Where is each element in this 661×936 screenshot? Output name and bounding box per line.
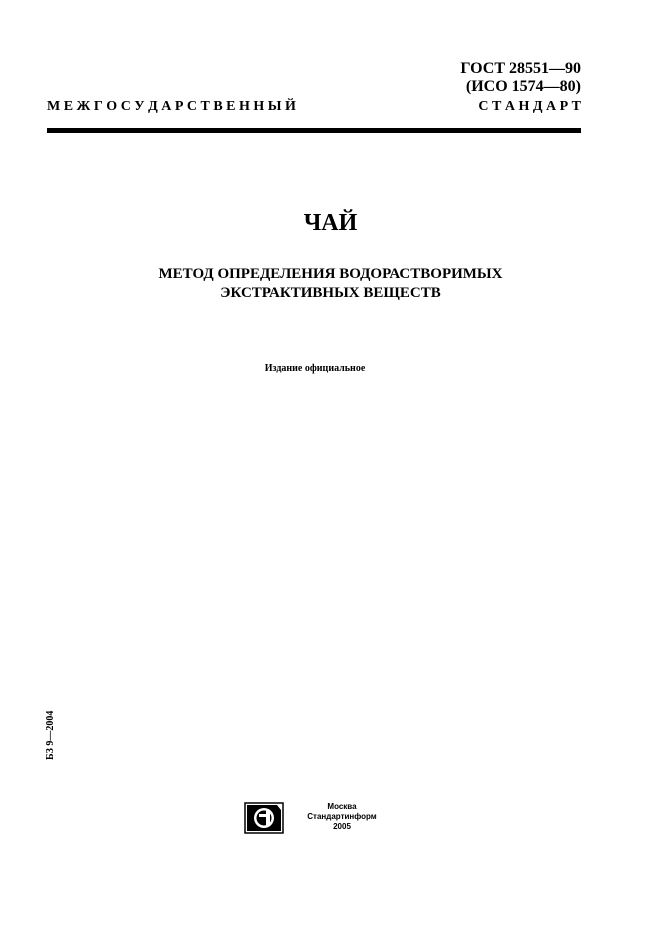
banner-word-standard: С Т А Н Д А Р Т	[478, 99, 581, 114]
publisher-text	[290, 802, 394, 832]
publisher-block	[244, 802, 404, 842]
iso-reference: (ИСО 1574—80)	[465, 78, 581, 95]
standard-identifiers	[341, 60, 581, 96]
standard-number: ГОСТ 28551—90	[460, 60, 581, 77]
edition-note: Издание официальное	[264, 363, 366, 374]
publisher-year: 2005	[333, 822, 351, 831]
subtitle-line-2: ЭКСТРАКТИВНЫХ ВЕЩЕСТВ	[220, 285, 441, 301]
publisher-city: Москва	[327, 802, 357, 811]
banner-word-interstate: М Е Ж Г О С У Д А Р С Т В Е Н Н Ы Й	[47, 99, 296, 114]
standartinform-logo-icon	[244, 802, 284, 834]
subtitle-line-1: МЕТОД ОПРЕДЕЛЕНИЯ ВОДОРАСТВОРИМЫХ	[158, 266, 503, 282]
document-subtitle	[0, 265, 661, 303]
publisher-name: Стандартинформ	[307, 812, 377, 821]
interstate-standard-banner	[47, 99, 581, 115]
header-divider	[47, 128, 581, 133]
side-code: БЗ 9—2004	[45, 710, 56, 760]
document-title: ЧАЙ	[303, 210, 358, 236]
